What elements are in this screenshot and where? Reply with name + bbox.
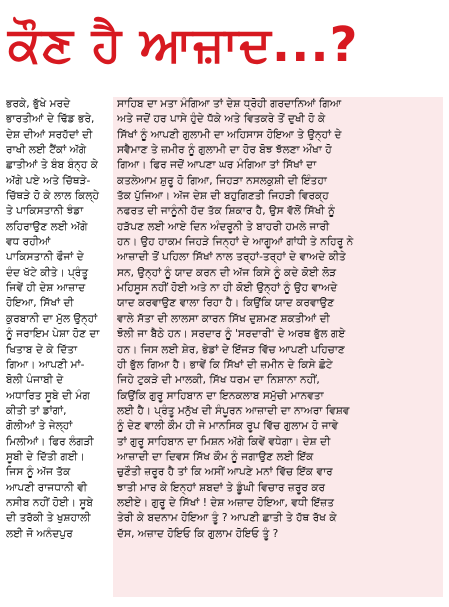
text-line: ਝਾਤੀ ਮਾਰ ਕੇ ਇਨ੍ਹਾਂ ਸ਼ਬਦਾਂ ਤੇ ਡੂੰਘੀ ਵਿਚਾਰ ਜ਼ਰੂਰ ਕਰ — [117, 481, 326, 494]
text-line: ਸਾਹਿਬ ਦਾ ਮਤਾ ਮੰਗਿਆ ਤਾਂ ਦੇਸ਼ ਧ੍ਰੋਹੀ ਗਰਦਾਨਿਆਂ ਗਿਆ — [117, 98, 342, 110]
text-line: ਸਨ, ਉਨ੍ਹਾਂ ਨੂੰ ਯਾਦ ਕਰਨ ਦੀ ਅੱਜ ਕਿਸੇ ਨੂੰ ਕਦੇ ਕੋਈ ਲੋੜ — [117, 266, 337, 279]
text-line: ਝੋਲੀ ਜਾ ਬੈਠੇ ਹਨ। ਸਰਦਾਰ ਨੂੰ 'ਸਰਦਾਰੀ' ਦੇ ਅਰਥ ਭੁੱਲ ਗਏ — [117, 328, 346, 341]
text-line: ਵਾਲੇ ਸੱਤਾ ਦੀ ਲਾਲਸਾ ਕਾਰਨ ਸਿੱਖ ਦੁਸ਼ਮਣ ਸ਼ਕਤੀਆਂ ਦੀ — [117, 312, 330, 325]
text-line: ਗਿਆ। ਆਪਣੀ ਮਾਂ- — [6, 358, 85, 371]
text-line: ਲਈ ਹੈ। ਪ੍ਰੰਤੂ ਮਨੁੱਖ ਦੀ ਸੰਪੂਰਨ ਆਜ਼ਾਦੀ ਦਾ ਨਾਅਰਾ ਵਿਸ਼ਵ — [117, 404, 350, 417]
text-line: ਤੇਰੀ ਕੇ ਬਦਨਾਮ ਹੋਇਆ ਤੂੰ ? ਆਪਣੀ ਛਾਤੀ ਤੇ ਹੱਥ ਰੱਖ ਕੇ — [117, 512, 337, 525]
text-line: ਹਨ। ਉਹ ਹਾਕਮ ਜਿਹੜੇ ਜਿਨ੍ਹਾਂ ਦੇ ਆਗੂਆਂ ਗਾਂਧੀ ਤੇ ਨਹਿਰੂ ਨੇ — [117, 236, 354, 249]
text-line: ਜਿਵੇਂ ਹੀ ਦੇਸ਼ ਆਜ਼ਾਦ — [6, 282, 86, 295]
text-line: ਰਾਖੀ ਲਈ ਟੈਂਕਾਂ ਅੱਗੇ — [6, 144, 87, 157]
text-line: ਚੁਣੌਤੀ ਜ਼ਰੂਰ ਹੈ ਤਾਂ ਕਿ ਅਸੀਂ ਆਪਣੇ ਮਨਾਂ ਵਿੱਚ ਇੱਕ ਵਾਰ — [117, 466, 333, 479]
text-line: ਲਈਏ। ਗੁਰੂ ਦੇ ਸਿੱਖਾਂ ! ਦੇਸ਼ ਅਜ਼ਾਦ ਹੋਇਆ, ਵਧੀ ਇੱਜ਼ਤ — [117, 496, 334, 509]
text-line: ਗੋਲੀਆਂ ਤੇ ਜੇਲ੍ਹਾਂ — [6, 420, 73, 433]
left-column — [6, 97, 108, 597]
text-line: ਕੁਰਬਾਨੀ ਦਾ ਮੁੱਲ ਉਨ੍ਹਾਂ — [6, 312, 98, 325]
text-line: ਸਿੱਖਾਂ ਨੂੰ ਆਪਣੀ ਗੁਲਾਮੀ ਦਾ ਅਹਿਸਾਸ ਹੋਇਆ ਤੇ ਉਨ੍ਹਾਂ ਦੇ — [117, 128, 342, 141]
text-line: ਕਤਲੇਆਮ ਸ਼ੁਰੂ ਹੋ ਗਿਆ, ਜਿਹੜਾ ਨਸਲਕੁਸ਼ੀ ਦੀ ਇੰਤਹਾ — [117, 174, 327, 187]
text-line: ਦੇਸ਼ ਦੀਆਂ ਸਰਹੱਦਾਂ ਦੀ — [6, 128, 93, 141]
text-line: ਨਸੀਬ ਨਹੀਂ ਹੋਈ। ਸੂਬੇ — [6, 496, 94, 509]
text-line: ਲਹਿਰਾਉਣ ਲਈ ਅੱਗੇ — [6, 220, 88, 233]
text-line: ਦੱਸ, ਅਜ਼ਾਦ ਹੋਇਓ ਕਿ ਗੁਲਾਮ ਹੋਇਓ ਤੂੰ ? — [117, 527, 279, 540]
text-line: ਸੂਬੀ ਦੇ ਦਿੱਤੀ ਗਈ। — [6, 450, 85, 463]
right-column — [113, 97, 443, 597]
text-line: ਨੂੰ ਦੇਣ ਵਾਲੀ ਕੌਮ ਹੀ ਜੇ ਮਾਨਸਿਕ ਰੂਪ ਵਿੱਚ ਗੁਲਾਮ ਹੋ ਜਾਵੇ — [117, 420, 339, 433]
text-line: ਨਫਰਤ ਦੀ ਜਾਨੂੰਨੀ ਹੱਦ ਤੱਕ ਸ਼ਿਕਾਰ ਹੈ, ਉਸ ਵੱਲੋਂ ਸਿੱਖੀ ਨੂੰ — [117, 205, 335, 218]
headline: ਕੌਣ ਹੈ ਆਜ਼ਾਦ...? — [8, 17, 359, 73]
text-line: ਅੱਗੇ ਪਏ ਅਤੇ ਚਿੱਥੜੇ- — [6, 174, 91, 187]
text-line: ਤੱਕ ਪੁੱਜਿਆ। ਅੱਜ ਦੇਸ਼ ਦੀ ਬਹੁਗਿਣਤੀ ਜਿਹੜੀ ਵਿਰਕ੍ਹ — [117, 190, 329, 203]
text-line: ਮਿਲੀਆਂ। ਫਿਰ ਲੰਗੜੀ — [6, 435, 94, 448]
text-line: ਭਰਕੇ, ਭੁੱਖੇ ਮਰਦੇ — [6, 98, 71, 110]
text-line: ਨੂੰ ਜਰਾਇਮ ਪੇਸ਼ਾ ਹੋਣ ਦਾ — [6, 328, 100, 341]
text-line: ਭਾਰਤੀਆਂ ਦੇ ਢਿੱਡ ਭਰੇ, — [6, 113, 95, 126]
text-line: ਦੰਦ ਖੱਟੇ ਕੀਤੇ। ਪ੍ਰੰਤੂ — [6, 266, 89, 279]
text-line: ਵਧ ਰਹੀਆਂ — [6, 236, 51, 249]
text-line: ਸਵੈਮਾਣ ਤੇ ਜ਼ਮੀਰ ਨੂੰ ਗੁਲਾਮੀ ਦਾ ਹੋਰ ਬੋਝ ਝੱਲਣਾ ਔਖਾ ਹੋ — [117, 144, 332, 157]
text-line: ਹੜੱਪਣ ਲਈ ਆਏ ਦਿਨ ਅੰਦਰੂਨੀ ਤੇ ਬਾਹਰੀ ਹਮਲੇ ਜਾਰੀ — [117, 220, 330, 233]
text-line: ਆਜ਼ਾਦੀ ਦਾ ਦਿਵਸ ਸਿੱਖ ਕੌਮ ਨੂੰ ਜਗਾਉਣ ਲਈ ਇੱਕ — [117, 450, 314, 463]
text-line: ਖਿਤਾਬ ਦੇ ਕੇ ਦਿੱਤਾ — [6, 343, 78, 356]
text-line: ਜਿਹੇ ਟੁਕੜੇ ਦੀ ਮਾਲਕੀ, ਸਿੱਖ ਧਰਮ ਦਾ ਨਿਸ਼ਾਨਾ ਨਹੀਂ, — [117, 374, 320, 387]
text-line: ਤਾਂ ਗੁਰੂ ਸਾਹਿਬਾਨ ਦਾ ਮਿਸ਼ਨ ਅੱਗੇ ਕਿਵੇਂ ਵਧੇਗਾ। ਦੇਸ਼ ਦੀ — [117, 435, 331, 448]
text-line: ਅਧਾਰਿਤ ਸੂਬੇ ਦੀ ਮੰਗ — [6, 389, 90, 402]
text-line: ਹੀ ਭੁੱਲ ਗਿਆ ਹੈ। ਭਾਵੇਂ ਕਿ ਸਿੱਖਾਂ ਦੀ ਜ਼ਮੀਨ ਦੇ ਕਿਸੇ ਛੋਟੇ — [117, 358, 333, 371]
text-line: ਹਨ। ਜਿਸ ਲਈ ਸ਼ੇਰ, ਭੇਡਾਂ ਦੇ ਇੱਜੜ ਵਿੱਚ ਆਪਣੀ ਪਹਿਚਾਣ — [117, 343, 345, 356]
text-line: ਮਹਿਸੂਸ ਨਹੀਂ ਹੋਈ ਅਤੇ ਨਾ ਹੀ ਕੋਈ ਉਨ੍ਹਾਂ ਨੂੰ ਉਹ ਵਾਅਦੇ — [117, 282, 338, 295]
text-line: ਗਿਆ। ਫਿਰ ਜਦੋਂ ਆਪਣਾ ਘਰ ਮੰਗਿਆ ਤਾਂ ਸਿੱਖਾਂ ਦਾ — [117, 159, 317, 172]
text-line: ਯਾਦ ਕਰਵਾਉਣ ਵਾਲਾ ਰਿਹਾ ਹੈ। ਕਿਉਂਕਿ ਯਾਦ ਕਰਵਾਉਣ — [117, 297, 335, 310]
text-line: ਲਈ ਜੋ ਅਨੰਦਪੁਰ — [6, 527, 73, 540]
text-line: ਅਤੇ ਜਦੋਂ ਹਰ ਪਾਸੇ ਹੁੰਦੇ ਧੱਕੇ ਅਤੇ ਵਿਤਕਰੇ ਤੋਂ ਦੁਖੀ ਹੋ ਕੇ — [117, 113, 326, 126]
text-line: ਕਿਉਂਕਿ ਗੁਰੂ ਸਾਹਿਬਾਨ ਦਾ ਇਨਕਲਾਬ ਸਮੁੱਚੀ ਮਾਨਵਤਾ — [117, 389, 324, 402]
text-line: ਦੀ ਤਰੱਕੀ ਤੇ ਖੁਸ਼ਹਾਲੀ — [6, 512, 91, 525]
text-line: ਬੋਲੀ ਪੰਜਾਬੀ ਦੇ — [6, 374, 64, 387]
text-line: ਆਪਣੀ ਰਾਜਧਾਨੀ ਵੀ — [6, 481, 88, 494]
text-line: ਆਜ਼ਾਦੀ ਤੋਂ ਪਹਿਲਾ ਸਿੱਖਾਂ ਨਾਲ ਤਰ੍ਹਾਂ-ਤਰ੍ਹਾਂ ਦੇ ਵਾਅਦੇ ਕੀਤੇ — [117, 251, 346, 264]
text-line: ਛਾਤੀਆਂ ਤੇ ਬੰਬ ਬੰਨ੍ਹ ਕੇ — [6, 159, 98, 172]
text-line: ਜਿਸ ਨੂੰ ਅੱਜ ਤੱਕ — [6, 466, 71, 479]
text-line: ਚਿੱਥੜੇ ਹੋ ਕੇ ਲਾਲ ਕਿਲ੍ਹੇ — [6, 190, 100, 203]
text-line: ਕੀਤੀ ਤਾਂ ਡਾਂਗਾਂ, — [6, 404, 67, 417]
text-line: ਹੋਇਆ, ਸਿੱਖਾਂ ਦੀ — [6, 297, 74, 310]
text-line: ਤੇ ਪਾਕਿਸਤਾਨੀ ਝੰਡਾ — [6, 205, 84, 218]
text-line: ਪਾਕਿਸਤਾਨੀ ਫੌਜਾਂ ਦੇ — [6, 251, 84, 264]
